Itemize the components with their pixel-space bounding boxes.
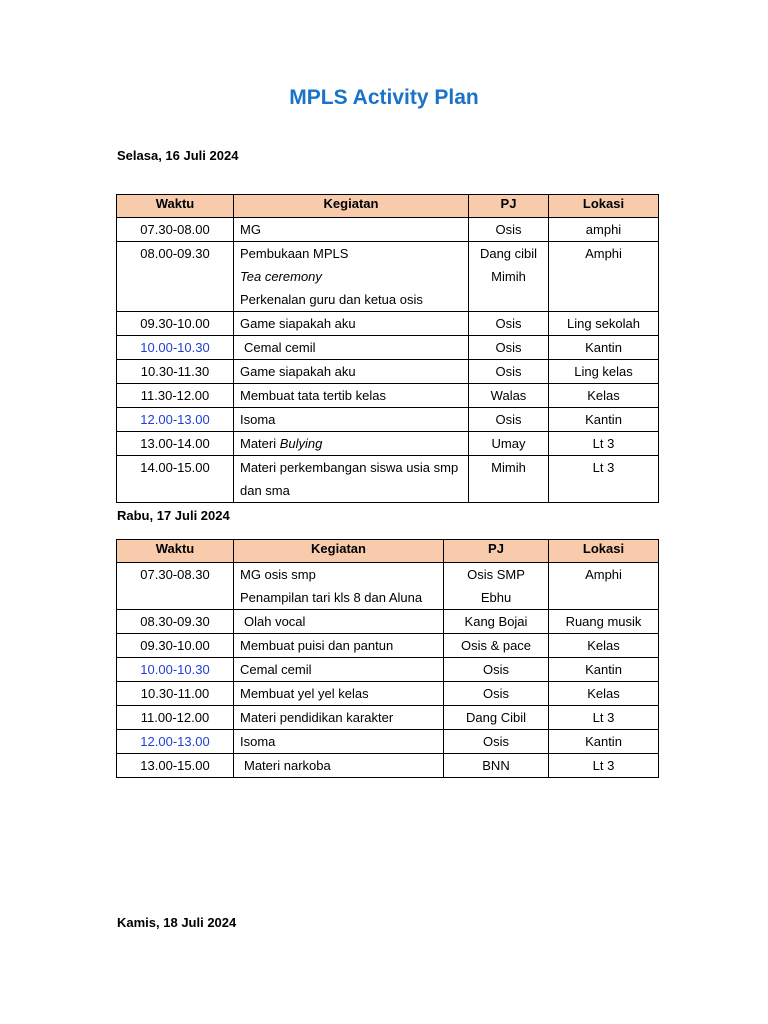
cell-lokasi: Ling sekolah	[549, 312, 659, 336]
col-header-kegiatan: Kegiatan	[234, 540, 444, 563]
cell-pj: BNN	[444, 754, 549, 778]
col-header-pj: PJ	[444, 540, 549, 563]
cell-kegiatan	[234, 563, 444, 610]
activity-line: MG osis smp	[240, 567, 316, 582]
cell-lokasi: Kantin	[549, 730, 659, 754]
pj-line: Mimih	[491, 269, 526, 284]
col-header-pj: PJ	[469, 195, 549, 218]
cell-waktu: 09.30-10.00	[117, 312, 234, 336]
pj-line: Osis SMP	[467, 567, 525, 582]
cell-pj: Umay	[469, 432, 549, 456]
table-row	[117, 360, 659, 384]
activity-text: Olah vocal	[244, 614, 306, 629]
cell-pj: Osis	[444, 730, 549, 754]
table-row	[117, 408, 659, 432]
cell-kegiatan: MG	[234, 218, 469, 242]
day-heading-rabu: Rabu, 17 Juli 2024	[117, 508, 230, 523]
cell-pj	[469, 242, 549, 312]
cell-waktu: 11.00-12.00	[117, 706, 234, 730]
table-row	[117, 706, 659, 730]
cell-pj: Osis	[444, 658, 549, 682]
activity-line: Pembukaan MPLS	[240, 246, 349, 261]
cell-pj: Osis	[444, 682, 549, 706]
col-header-lokasi: Lokasi	[549, 540, 659, 563]
col-header-waktu: Waktu	[117, 195, 234, 218]
cell-pj: Osis	[469, 360, 549, 384]
cell-lokasi: Ling kelas	[549, 360, 659, 384]
table-row	[117, 754, 659, 778]
table-header-row	[117, 540, 659, 563]
cell-kegiatan: Isoma	[234, 730, 444, 754]
cell-lokasi: Kelas	[549, 682, 659, 706]
cell-lokasi: Kantin	[549, 336, 659, 360]
cell-lokasi: Lt 3	[549, 706, 659, 730]
cell-lokasi: amphi	[549, 218, 659, 242]
cell-kegiatan: Materi pendidikan karakter	[234, 706, 444, 730]
activity-line: Perkenalan guru dan ketua osis	[240, 292, 423, 307]
schedule-table-rabu	[116, 539, 659, 778]
cell-pj: Osis	[469, 336, 549, 360]
cell-waktu: 10.30-11.30	[117, 360, 234, 384]
table-row	[117, 456, 659, 503]
cell-waktu: 08.00-09.30	[117, 242, 234, 312]
cell-lokasi: Kelas	[549, 634, 659, 658]
table-row	[117, 218, 659, 242]
cell-waktu: 10.30-11.00	[117, 682, 234, 706]
table-row	[117, 336, 659, 360]
cell-waktu: 13.00-14.00	[117, 432, 234, 456]
schedule-table-selasa	[116, 194, 659, 503]
cell-lokasi: Amphi	[549, 563, 659, 610]
cell-pj: Osis	[469, 312, 549, 336]
cell-pj: Walas	[469, 384, 549, 408]
cell-waktu: 07.30-08.00	[117, 218, 234, 242]
cell-pj: Dang Cibil	[444, 706, 549, 730]
activity-text: Materi	[240, 436, 280, 451]
cell-kegiatan: Game siapakah aku	[234, 312, 469, 336]
cell-lokasi: Kelas	[549, 384, 659, 408]
cell-lokasi: Kantin	[549, 408, 659, 432]
cell-pj: Osis & pace	[444, 634, 549, 658]
cell-waktu: 14.00-15.00	[117, 456, 234, 503]
cell-lokasi: Ruang musik	[549, 610, 659, 634]
cell-kegiatan: Membuat yel yel kelas	[234, 682, 444, 706]
table-row	[117, 730, 659, 754]
cell-kegiatan: Isoma	[234, 408, 469, 432]
activity-text-italic: Bulying	[279, 436, 323, 451]
cell-kegiatan: Game siapakah aku	[234, 360, 469, 384]
cell-waktu: 13.00-15.00	[117, 754, 234, 778]
cell-lokasi: Lt 3	[549, 754, 659, 778]
cell-kegiatan: Membuat puisi dan pantun	[234, 634, 444, 658]
pj-line: Dang cibil	[479, 246, 538, 261]
cell-waktu: 07.30-08.30	[117, 563, 234, 610]
pj-line: Ebhu	[480, 590, 512, 605]
table-row	[117, 432, 659, 456]
cell-pj	[444, 563, 549, 610]
col-header-lokasi: Lokasi	[549, 195, 659, 218]
table-row	[117, 563, 659, 610]
cell-waktu: 10.00-10.30	[117, 336, 234, 360]
cell-kegiatan	[234, 336, 469, 360]
cell-lokasi: Lt 3	[549, 456, 659, 503]
activity-line: Tea ceremony	[240, 269, 322, 284]
activity-text: Materi narkoba	[244, 758, 331, 773]
cell-waktu: 12.00-13.00	[117, 408, 234, 432]
activity-text: Cemal cemil	[244, 340, 316, 355]
cell-kegiatan	[234, 242, 469, 312]
col-header-waktu: Waktu	[117, 540, 234, 563]
table-row	[117, 658, 659, 682]
cell-lokasi: Amphi	[549, 242, 659, 312]
table-row	[117, 242, 659, 312]
cell-pj: Osis	[469, 408, 549, 432]
cell-waktu: 10.00-10.30	[117, 658, 234, 682]
cell-kegiatan: Membuat tata tertib kelas	[234, 384, 469, 408]
activity-line: Penampilan tari kls 8 dan Aluna	[240, 590, 423, 605]
cell-pj: Osis	[469, 218, 549, 242]
table-row	[117, 384, 659, 408]
cell-kegiatan: Cemal cemil	[234, 658, 444, 682]
table-row	[117, 312, 659, 336]
cell-kegiatan	[234, 754, 444, 778]
cell-waktu: 08.30-09.30	[117, 610, 234, 634]
col-header-kegiatan: Kegiatan	[234, 195, 469, 218]
cell-kegiatan: Materi perkembangan siswa usia smp dan sma	[234, 456, 469, 503]
cell-kegiatan	[234, 610, 444, 634]
cell-kegiatan	[234, 432, 469, 456]
day-heading-kamis: Kamis, 18 Juli 2024	[117, 915, 237, 930]
cell-waktu: 09.30-10.00	[117, 634, 234, 658]
table-header-row	[117, 195, 659, 218]
table-row	[117, 682, 659, 706]
cell-pj: Mimih	[469, 456, 549, 503]
cell-pj: Kang Bojai	[444, 610, 549, 634]
cell-lokasi: Lt 3	[549, 432, 659, 456]
table-row	[117, 610, 659, 634]
cell-waktu: 11.30-12.00	[117, 384, 234, 408]
cell-waktu: 12.00-13.00	[117, 730, 234, 754]
table-row	[117, 634, 659, 658]
cell-lokasi: Kantin	[549, 658, 659, 682]
day-heading-selasa: Selasa, 16 Juli 2024	[117, 148, 239, 163]
page-title: MPLS Activity Plan	[289, 86, 479, 109]
